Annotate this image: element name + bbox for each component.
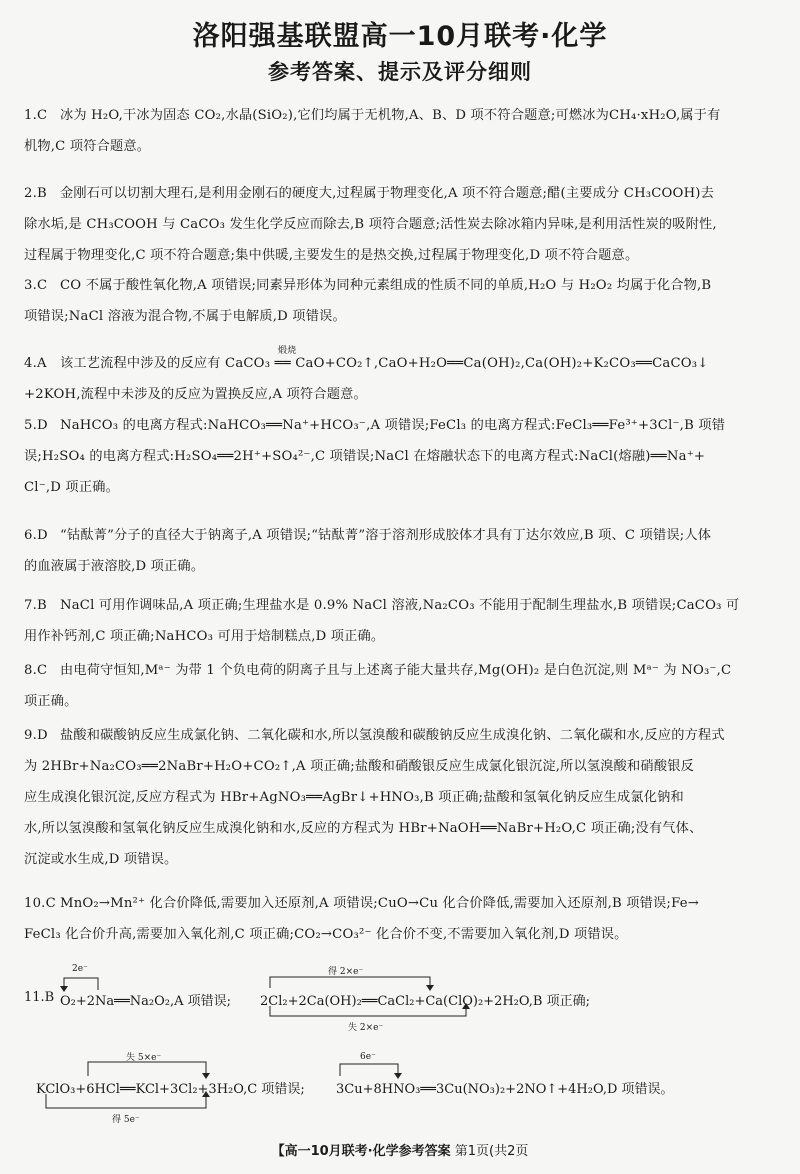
answer-text: 冰为 H₂O,干冰为固态 CO₂,水晶(SiO₂),它们均属于无机物,A、B、D 项不符合题意;可燃冰为CH₄·xH₂O,属于有 [60,108,721,123]
answer-text: 沉淀或水生成,D 项错误。 [24,852,178,867]
eqC-top-arrow [88,1062,206,1076]
answer-number: 10.C [24,896,56,911]
answer-text: 机物,C 项符合题意。 [24,139,151,154]
answer-text: “钴酞菁”分子的直径大于钠离子,A 项错误;“钴酞菁”溶于溶剂形成胶体才具有丁达尔效应,B 项、C 项错误;人体 [60,528,712,543]
answer-text: NaHCO₃ 的电离方程式:NaHCO₃══Na⁺+HCO₃⁻,A 项错误;FeCl₃ 的电离方程式:FeCl₃══Fe³⁺+3Cl⁻,B 项错 [60,418,726,433]
eqA-label: 2e⁻ [72,964,88,974]
answer-number: 7.B [24,598,47,613]
eqB-top-label: 得 2×e⁻ [328,967,364,977]
page-footer [0,1140,800,1159]
q11-number: 11.B [24,990,55,1005]
answer-text: 金刚石可以切割大理石,是利用金刚石的硬度大,过程属于物理变化,A 项不符合题意;醋(主要成分 CH₃COOH)去 [60,186,715,201]
eqD: 3Cu+8HNO₃══3Cu(NO₃)₂+2NO↑+4H₂O,D 项错误。 [336,1082,674,1097]
answer-text: Cl⁻,D 项正确。 [24,480,119,495]
page-title: 洛阳强基联盟高一10月联考·化学 [192,21,608,52]
page-subtitle: 参考答案、提示及评分细则 [268,60,532,84]
answer-text: CO 不属于酸性氧化物,A 项错误;同素异形体为同种元素组成的性质不同的单质,H₂O 与 H₂O₂ 均属于化合物,B [60,278,712,293]
answer-text: 误;H₂SO₄ 的电离方程式:H₂SO₄══2H⁺+SO₄²⁻,C 项错误;NaCl 在熔融状态下的电离方程式:NaCl(熔融)══Na⁺+ [24,449,706,464]
answer-text: MnO₂→Mn²⁺ 化合价降低,需要加入还原剂,A 项错误;CuO→Cu 化合价降低,需要加入还原剂,B 项错误;Fe→ [60,896,699,911]
answer-number: 6.D [24,528,48,543]
answer-text: NaCl 可用作调味品,A 项正确;生理盐水是 0.9% NaCl 溶液,Na₂CO₃ 不能用于配制生理盐水,B 项错误;CaCO₃ 可 [60,598,740,613]
eqA-arrow [64,978,98,990]
answer-text: 用作补钙剂,C 项正确;NaHCO₃ 可用于焙制糕点,D 项正确。 [24,629,385,644]
eqB: 2Cl₂+2Ca(OH)₂══CaCl₂+Ca(ClO)₂+2H₂O,B 项正确; [260,994,590,1009]
answer-text: 应生成溴化银沉淀,反应方程式为 HBr+AgNO₃══AgBr↓+HNO₃,B 项正确;盐酸和氢氧化钠反应生成氯化钠和 [24,790,684,805]
answer-text: 水,所以氢溴酸和氢氧化钠反应生成溴化钠和水,反应的方程式为 HBr+NaOH══NaBr+H₂O,C 项正确;没有气体、 [24,821,703,836]
answer-text: 过程属于物理变化,C 项不符合题意;集中供暖,主要发生的是热交换,过程属于物理变化,D 项不符合题意。 [24,248,639,263]
answer-number: 2.B [24,186,47,201]
eqC-bottom-label: 得 5e⁻ [112,1115,140,1125]
answer-text: FeCl₃ 化合价升高,需要加入氧化剂,C 项正确;CO₂→CO₃²⁻ 化合价不变,不需要加入氧化剂,D 项错误。 [24,927,628,942]
eqB-top-arrow [270,977,430,988]
eqC-top-label: 失 5×e⁻ [126,1053,162,1063]
answer-text: 为 2HBr+Na₂CO₃══2NaBr+H₂O+CO₂↑,A 项正确;盐酸和硝酸银反应生成氯化银沉淀,所以氢溴酸和硝酸银反 [24,759,694,774]
answer-text: 该工艺流程中涉及的反应有 CaCO₃ ══ CaO+CO₂↑,CaO+H₂O══Ca(OH)₂,Ca(OH)₂+K₂CO₃══CaCO₃↓ [60,356,709,371]
answer-text: 项错误;NaCl 溶液为混合物,不属于电解质,D 项错误。 [24,309,346,324]
answer-number: 4.A [24,356,47,371]
answer-number: 3.C [24,278,48,293]
answer-text: 除水垢,是 CH₃COOH 与 CaCO₃ 发生化学反应而除去,B 项符合题意;活性炭去除冰箱内异味,是利用活性炭的吸附性, [24,217,717,232]
footer-page: 第1页(共2页 [454,1144,529,1159]
footer-title: 【高一10月联考·化学参考答案 [271,1144,451,1159]
answer-text: 项正确。 [24,694,78,709]
eqC: KClO₃+6HCl══KCl+3Cl₂+3H₂O,C 项错误; [36,1082,305,1097]
eqB-bottom-label: 失 2×e⁻ [348,1023,384,1033]
reaction-condition: 煅烧 [278,346,297,356]
eqA: O₂+2Na══Na₂O₂,A 项错误; [60,994,232,1009]
answer-text: +2KOH,流程中未涉及的反应为置换反应,A 项符合题意。 [24,387,367,402]
answer-text: 由电荷守恒知,Mᵃ⁻ 为带 1 个负电荷的阴离子且与上述离子能大量共存,Mg(OH)₂ 是白色沉淀,则 Mᵃ⁻ 为 NO₃⁻,C [60,663,732,678]
answer-number: 1.C [24,108,48,123]
answer-number: 5.D [24,418,48,433]
eqD-arrow [340,1064,398,1076]
answer-number: 8.C [24,663,48,678]
eqD-label: 6e⁻ [360,1052,376,1062]
answer-number: 9.D [24,728,48,743]
answer-text: 的血液属于液溶胶,D 项正确。 [24,559,205,574]
answer-text: 盐酸和碳酸钠反应生成氯化钠、二氧化碳和水,所以氢溴酸和碳酸钠反应生成溴化钠、二氧化碳和水,反应的方程式 [60,728,725,743]
